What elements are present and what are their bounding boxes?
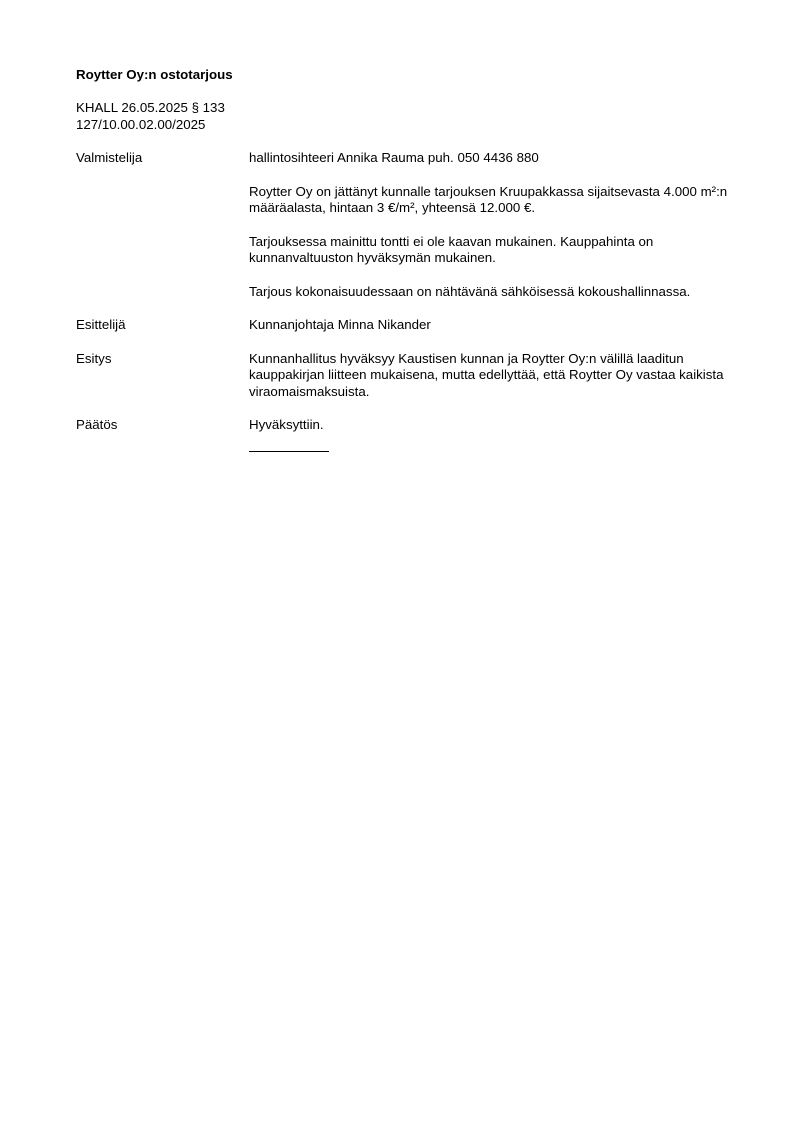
document-page [76,66,736,469]
section-content [249,317,736,334]
preparer-line: hallintosihteeri Annika Rauma puh. 050 4436 880 [249,150,539,165]
section-label: Valmistelija [76,150,143,165]
paragraph: Roytter Oy on jättänyt kunnalle tarjouksen Kruupakkassa sijaitsevasta 4.000 m²:n määräalasta, hintaan 3 €/m², yhteensä 12.000 €. [249,183,728,215]
record-id: 127/10.00.02.00/2025 [76,116,206,132]
proposal-text: Kunnanhallitus hyväksyy Kaustisen kunnan ja Roytter Oy:n välillä laaditun kauppakirjan liitteen mukaisena, mutta edellyttää, että Roytter Oy vastaa kaikista viraomaismaksuista. [249,350,724,399]
section-paatos [76,417,736,452]
section-content [249,150,736,300]
section-label: Esitys [76,350,112,366]
paragraph: Tarjous kokonaisuudessaan on nähtävänä sähköisessä kokoushallinnassa. [249,283,691,299]
document-meta [76,100,736,133]
paragraph: Tarjouksessa mainittu tontti ei ole kaavan mukainen. Kauppahinta on kunnanvaltuuston hyväksymän mukainen. [249,233,654,265]
document-title: Roytter Oy:n ostotarjous [76,67,233,82]
presenter-line: Kunnanjohtaja Minna Nikander [249,317,431,332]
end-rule-divider [249,451,329,452]
section-esittelija [76,317,736,334]
section-content [249,417,736,452]
section-valmistelija [76,150,736,300]
section-label: Esittelijä [76,317,126,332]
section-content [249,351,736,401]
decision-text: Hyväksyttiin. [249,417,324,432]
section-label: Päätös [76,417,118,432]
meeting-reference: KHALL 26.05.2025 § 133 [76,100,225,115]
section-esitys [76,351,736,401]
